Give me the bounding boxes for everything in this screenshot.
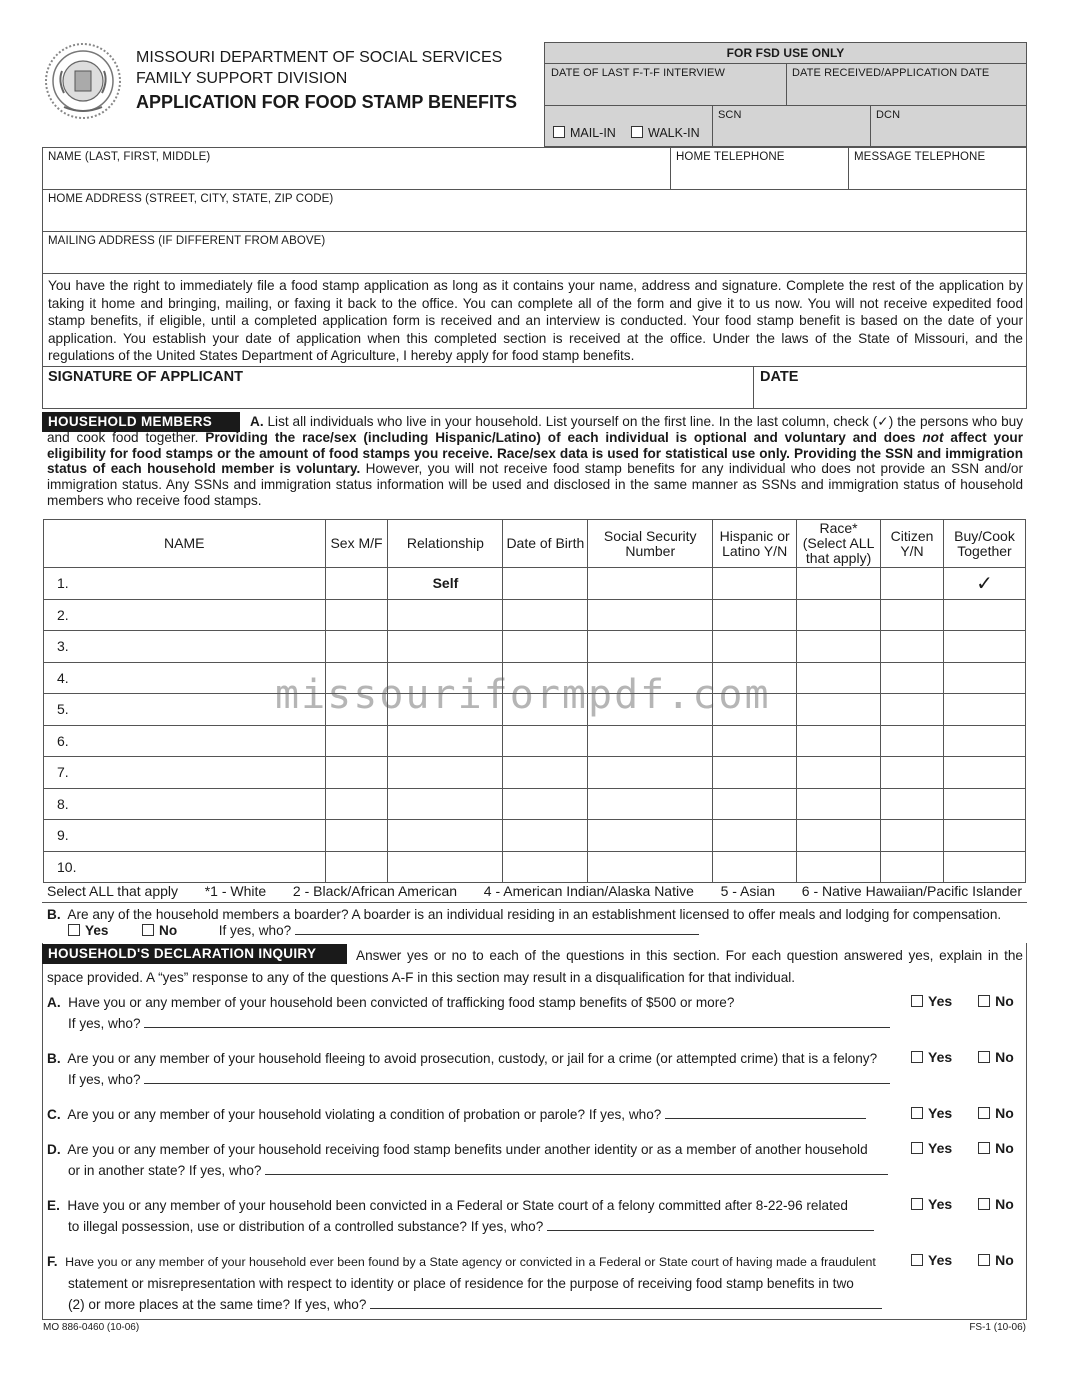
question-letter: C. xyxy=(47,1107,61,1122)
name-field[interactable] xyxy=(43,148,670,189)
date-last-interview-label: DATE OF LAST F-T-F INTERVIEW xyxy=(551,67,725,79)
table-row xyxy=(44,694,1026,726)
member-cell[interactable] xyxy=(797,599,881,631)
member-cell[interactable] xyxy=(881,568,944,600)
member-cell[interactable] xyxy=(881,851,944,883)
question-line xyxy=(47,1273,897,1294)
member-cell[interactable] xyxy=(943,820,1025,852)
answer-no-option[interactable]: No xyxy=(978,1140,1014,1156)
declaration-header: HOUSEHOLD'S DECLARATION INQUIRY xyxy=(42,944,347,964)
home-telephone-field[interactable] xyxy=(671,148,848,189)
member-cell[interactable] xyxy=(943,851,1025,883)
member-name-cell[interactable]: 7. xyxy=(44,757,326,789)
member-cell[interactable] xyxy=(797,631,881,663)
member-name-cell[interactable]: 4. xyxy=(44,662,326,694)
column-header: Race* (Select ALL that apply) xyxy=(797,520,881,568)
answer-no-checkbox[interactable] xyxy=(978,1051,990,1063)
member-cell[interactable] xyxy=(881,820,944,852)
member-cell[interactable] xyxy=(588,694,713,726)
name-label: NAME (LAST, FIRST, MIDDLE) xyxy=(48,151,211,163)
state-seal-icon xyxy=(44,41,122,121)
answer-yes-checkbox[interactable] xyxy=(911,1107,923,1119)
explanation-field[interactable] xyxy=(144,1016,890,1028)
member-cell[interactable] xyxy=(588,788,713,820)
member-name-cell[interactable]: 5. xyxy=(44,694,326,726)
declaration-question xyxy=(47,1251,897,1315)
household-members-table xyxy=(43,519,1026,883)
scn-label: SCN xyxy=(718,109,742,121)
question-line xyxy=(47,1294,897,1315)
household-instructions: A. List all individuals who live in your household. List yourself on the first line. In the last column, check (✓) the persons who buy and cook food together. Providing the race/sex (including Hispanic/Latino) of each individual is optional and voluntary and does not affect your eligibility for food stamps or the amount of food stamps you receive. Race/sex data is used for statistical use only. Providing the SSN and immigration status of each household member is voluntary. However, you will not receive food stamp benefits for any individual who does not provide an SSN and/or immigration status. Any SSNs and immigration status information will be used and disclosed in the same manner as SSNs and immigration status of household members who receive food stamps. xyxy=(47,414,1023,508)
answer-no-option[interactable]: No xyxy=(978,1252,1014,1268)
table-row xyxy=(44,662,1026,694)
member-cell[interactable] xyxy=(797,788,881,820)
watermark: missouriformpdf.com xyxy=(275,672,771,718)
explanation-field[interactable] xyxy=(144,1072,890,1084)
yes-no-answer xyxy=(911,1196,1014,1212)
boarder-yes-option[interactable]: Yes xyxy=(68,923,108,938)
member-cell[interactable] xyxy=(881,757,944,789)
member-name-cell[interactable]: 2. xyxy=(44,599,326,631)
member-cell[interactable] xyxy=(503,599,588,631)
question-text: Have you or any member of your household been convicted of trafficking food stamp benefits of $500 or more? xyxy=(68,995,735,1010)
member-cell[interactable] xyxy=(713,851,797,883)
mail-in-option[interactable]: MAIL-IN xyxy=(553,126,616,140)
member-cell[interactable] xyxy=(325,788,388,820)
answer-no-option[interactable]: No xyxy=(978,1196,1014,1212)
answer-no-option[interactable]: No xyxy=(978,1049,1014,1065)
member-cell[interactable] xyxy=(881,631,944,663)
home-address-label: HOME ADDRESS (STREET, CITY, STATE, ZIP CODE) xyxy=(48,193,334,205)
member-name-cell[interactable]: 6. xyxy=(44,725,326,757)
member-cell[interactable] xyxy=(503,694,588,726)
member-cell[interactable] xyxy=(881,725,944,757)
answer-no-checkbox[interactable] xyxy=(978,1254,990,1266)
signature-date-field[interactable] xyxy=(754,367,1026,409)
member-cell[interactable] xyxy=(503,820,588,852)
boarder-no-checkbox[interactable] xyxy=(142,924,154,936)
member-cell[interactable] xyxy=(943,631,1025,663)
question-line xyxy=(47,1216,897,1237)
explanation-field[interactable] xyxy=(665,1107,866,1119)
boarder-no-option[interactable]: No xyxy=(142,923,177,938)
member-cell[interactable] xyxy=(713,694,797,726)
dcn-label: DCN xyxy=(876,109,901,121)
member-cell[interactable] xyxy=(943,599,1025,631)
declaration-question xyxy=(47,1048,897,1090)
signature-date-label: DATE xyxy=(760,369,799,385)
date-received-label: DATE RECEIVED/APPLICATION DATE xyxy=(792,67,990,79)
question-text: Have you or any member of your household been convicted in a Federal or State court of a felony committed after 8-22-96 related xyxy=(67,1198,848,1213)
answer-yes-option[interactable]: Yes xyxy=(911,1252,952,1268)
member-name-cell[interactable]: 8. xyxy=(44,788,326,820)
member-cell[interactable] xyxy=(943,662,1025,694)
question-line xyxy=(47,992,897,1013)
boarder-answer-row: Yes No If yes, who? xyxy=(68,920,699,941)
member-name-cell[interactable]: 10. xyxy=(44,851,326,883)
table-row xyxy=(44,788,1026,820)
question-line xyxy=(47,1195,897,1216)
table-row xyxy=(44,725,1026,757)
member-cell[interactable] xyxy=(388,631,503,663)
member-cell[interactable] xyxy=(713,725,797,757)
walk-in-option[interactable]: WALK-IN xyxy=(631,126,700,140)
column-header: Citizen Y/N xyxy=(881,520,944,568)
member-cell[interactable] xyxy=(388,820,503,852)
message-telephone-label: MESSAGE TELEPHONE xyxy=(854,151,986,163)
member-cell[interactable] xyxy=(943,788,1025,820)
answer-yes-option[interactable]: Yes xyxy=(911,1196,952,1212)
form-title: APPLICATION FOR FOOD STAMP BENEFITS xyxy=(136,92,518,112)
table-row xyxy=(44,851,1026,883)
declaration-instructions: Answer yes or no to each of the questions in this section. For each question answered yes, explain in the space provided. A “yes” response to any of the questions A-F in this section may result in a disqualification for that individual. xyxy=(47,948,1023,985)
question-line xyxy=(47,1251,897,1273)
declaration-question xyxy=(47,1104,897,1125)
member-cell[interactable] xyxy=(325,568,388,600)
question-line xyxy=(47,1104,897,1125)
race-codes-note: Select ALL that apply *1 - White 2 - Black/African American 4 - American Indian/Alaska Native 5 - Asian 6 - Native Hawaiian/Pacific Islander xyxy=(47,883,1022,899)
member-cell[interactable] xyxy=(588,757,713,789)
form-number-right: FS-1 (10-06) xyxy=(969,1322,1026,1333)
mailing-address-field[interactable] xyxy=(43,232,1026,273)
answer-no-checkbox[interactable] xyxy=(978,1107,990,1119)
table-row xyxy=(44,568,1026,600)
member-cell[interactable] xyxy=(388,599,503,631)
question-text: (2) or more places at the same time? If yes, who? xyxy=(68,1297,367,1312)
explanation-field[interactable] xyxy=(265,1163,888,1175)
declaration-question xyxy=(47,1195,897,1237)
column-header: Social Security Number xyxy=(588,520,713,568)
member-cell[interactable] xyxy=(713,757,797,789)
column-header: Hispanic or Latino Y/N xyxy=(713,520,797,568)
question-text: to illegal possession, use or distribution of a controlled substance? If yes, who? xyxy=(68,1219,544,1234)
explanation-field[interactable] xyxy=(547,1219,874,1231)
answer-yes-option[interactable]: Yes xyxy=(911,1105,952,1121)
member-cell[interactable] xyxy=(503,851,588,883)
member-name-cell[interactable]: 9. xyxy=(44,820,326,852)
member-cell[interactable] xyxy=(325,757,388,789)
fsd-use-only-box xyxy=(544,42,1027,147)
member-cell[interactable] xyxy=(588,631,713,663)
member-cell[interactable] xyxy=(943,757,1025,789)
member-cell[interactable] xyxy=(503,662,588,694)
answer-no-option[interactable]: No xyxy=(978,993,1014,1009)
yes-no-answer xyxy=(911,993,1014,1009)
member-cell[interactable] xyxy=(325,662,388,694)
declaration-question xyxy=(47,1139,897,1181)
member-cell[interactable] xyxy=(325,599,388,631)
table-row xyxy=(44,631,1026,663)
member-cell[interactable] xyxy=(588,851,713,883)
member-cell[interactable] xyxy=(797,662,881,694)
question-text: Are you or any member of your household receiving food stamp benefits under another identity or as a member of another household xyxy=(67,1142,868,1157)
member-cell[interactable] xyxy=(881,788,944,820)
column-header: NAME xyxy=(44,520,326,568)
member-cell[interactable] xyxy=(588,599,713,631)
member-cell[interactable] xyxy=(588,725,713,757)
yes-no-answer xyxy=(911,1252,1014,1268)
member-cell[interactable] xyxy=(797,568,881,600)
applicant-info-box xyxy=(42,147,1027,409)
member-cell[interactable] xyxy=(388,725,503,757)
answer-no-checkbox[interactable] xyxy=(978,995,990,1007)
member-name-cell[interactable]: 3. xyxy=(44,631,326,663)
member-cell[interactable] xyxy=(388,694,503,726)
member-cell[interactable] xyxy=(797,725,881,757)
member-cell[interactable] xyxy=(588,662,713,694)
application-rights-text: You have the right to immediately file a food stamp application as long as it contains your name, address and signature. Complete the rest of the application by taking it home and bringing, mailing, or faxing it back to the office. You can complete all of the form and give it to us now. You will not receive expedited food stamp benefits, if eligible, until a completed application form is received and an interview is conducted. Your food stamp benefit is based on the date of your application. You establish your date of application when this completed section is received at the office. Under the laws of the State of Missouri, and the regulations of the United States Department of Agriculture, I hereby apply for food stamp benefits. xyxy=(48,278,1023,363)
member-cell[interactable] xyxy=(588,568,713,600)
question-letter: B. xyxy=(47,1051,61,1066)
boarder-question: B. Are any of the household members a boarder? A boarder is an individual residing in an establishment licensed to offer meals and lodging for compensation. xyxy=(47,907,1002,922)
department-name: MISSOURI DEPARTMENT OF SOCIAL SERVICES xyxy=(136,49,503,66)
member-cell[interactable] xyxy=(503,568,588,600)
question-text: If yes, who? xyxy=(68,1072,141,1087)
boarder-who-field[interactable] xyxy=(295,923,699,935)
table-header-row xyxy=(44,520,1026,568)
member-cell[interactable] xyxy=(503,788,588,820)
answer-yes-checkbox[interactable] xyxy=(911,995,923,1007)
member-cell[interactable] xyxy=(943,725,1025,757)
member-cell[interactable] xyxy=(388,851,503,883)
column-header: Buy/Cook Together xyxy=(943,520,1025,568)
member-cell[interactable] xyxy=(797,851,881,883)
answer-yes-option[interactable]: Yes xyxy=(911,993,952,1009)
question-text: Have you or any member of your household ever been found by a State agency or convicted in a Federal or State court of having made a fraudulent xyxy=(65,1255,876,1269)
member-cell[interactable] xyxy=(713,662,797,694)
member-cell[interactable] xyxy=(943,694,1025,726)
yes-no-answer xyxy=(911,1049,1014,1065)
message-telephone-field[interactable] xyxy=(849,148,1026,189)
answer-no-checkbox[interactable] xyxy=(978,1142,990,1154)
member-cell[interactable] xyxy=(388,788,503,820)
question-letter: F. xyxy=(47,1254,58,1269)
answer-no-option[interactable]: No xyxy=(978,1105,1014,1121)
question-letter: A. xyxy=(47,995,61,1010)
boarder-yes-checkbox[interactable] xyxy=(68,924,80,936)
declaration-question xyxy=(47,992,897,1034)
member-cell[interactable] xyxy=(325,820,388,852)
question-text: Are you or any member of your household violating a condition of probation or parole? If yes, who? xyxy=(67,1107,662,1122)
explanation-field[interactable] xyxy=(370,1297,882,1309)
household-members-header: HOUSEHOLD MEMBERS xyxy=(42,412,240,432)
member-cell[interactable] xyxy=(713,568,797,600)
division-name: FAMILY SUPPORT DIVISION xyxy=(136,70,348,87)
table-row xyxy=(44,599,1026,631)
member-cell[interactable] xyxy=(881,662,944,694)
member-cell[interactable] xyxy=(713,820,797,852)
table-row xyxy=(44,820,1026,852)
member-cell[interactable] xyxy=(325,851,388,883)
question-text: If yes, who? xyxy=(68,1016,141,1031)
member-cell[interactable] xyxy=(713,631,797,663)
answer-yes-checkbox[interactable] xyxy=(911,1051,923,1063)
member-name-cell[interactable]: 1. xyxy=(44,568,326,600)
member-cell[interactable] xyxy=(388,757,503,789)
member-cell[interactable] xyxy=(797,820,881,852)
home-telephone-label: HOME TELEPHONE xyxy=(676,151,785,163)
buy-cook-check-cell[interactable]: ✓ xyxy=(943,568,1025,600)
answer-yes-option[interactable]: Yes xyxy=(911,1140,952,1156)
member-cell[interactable] xyxy=(797,757,881,789)
member-cell[interactable] xyxy=(388,662,503,694)
question-letter: E. xyxy=(47,1198,60,1213)
column-header: Sex M/F xyxy=(325,520,388,568)
question-letter: D. xyxy=(47,1142,61,1157)
table-row xyxy=(44,757,1026,789)
question-text: statement or misrepresentation with respect to identity or place of residence for the purpose of receiving food stamp benefits in two xyxy=(68,1276,854,1291)
column-header: Date of Birth xyxy=(503,520,588,568)
mail-in-checkbox[interactable] xyxy=(553,126,565,138)
yes-no-answer xyxy=(911,1105,1014,1121)
question-line xyxy=(47,1160,897,1181)
member-cell[interactable] xyxy=(713,599,797,631)
answer-yes-option[interactable]: Yes xyxy=(911,1049,952,1065)
fsd-box-title: FOR FSD USE ONLY xyxy=(726,46,845,60)
member-cell[interactable] xyxy=(503,725,588,757)
walk-in-checkbox[interactable] xyxy=(631,126,643,138)
question-line xyxy=(47,1013,897,1034)
column-header: Relationship xyxy=(388,520,503,568)
member-cell[interactable] xyxy=(325,631,388,663)
question-text: or in another state? If yes, who? xyxy=(68,1163,262,1178)
answer-yes-checkbox[interactable] xyxy=(911,1254,923,1266)
answer-yes-checkbox[interactable] xyxy=(911,1198,923,1210)
mailing-address-label: MAILING ADDRESS (IF DIFFERENT FROM ABOVE) xyxy=(48,235,326,247)
question-text: Are you or any member of your household fleeing to avoid prosecution, custody, or jail for a crime (or attempted crime) that is a felony? xyxy=(67,1051,878,1066)
member-cell[interactable] xyxy=(325,725,388,757)
yes-no-answer xyxy=(911,1140,1014,1156)
question-line xyxy=(47,1139,897,1160)
member-cell[interactable] xyxy=(503,631,588,663)
question-line xyxy=(47,1048,897,1069)
signature-label: SIGNATURE OF APPLICANT xyxy=(48,369,243,385)
signature-field[interactable] xyxy=(43,367,753,409)
member-cell[interactable] xyxy=(325,694,388,726)
form-number-left: MO 886-0460 (10-06) xyxy=(43,1322,140,1333)
relationship-self-cell[interactable]: Self xyxy=(388,568,503,600)
member-cell[interactable] xyxy=(503,757,588,789)
answer-yes-checkbox[interactable] xyxy=(911,1142,923,1154)
answer-no-checkbox[interactable] xyxy=(978,1198,990,1210)
member-cell[interactable] xyxy=(881,694,944,726)
member-cell[interactable] xyxy=(588,820,713,852)
home-address-field[interactable] xyxy=(43,190,1026,231)
member-cell[interactable] xyxy=(797,694,881,726)
member-cell[interactable] xyxy=(881,599,944,631)
member-cell[interactable] xyxy=(713,788,797,820)
question-line xyxy=(47,1069,897,1090)
